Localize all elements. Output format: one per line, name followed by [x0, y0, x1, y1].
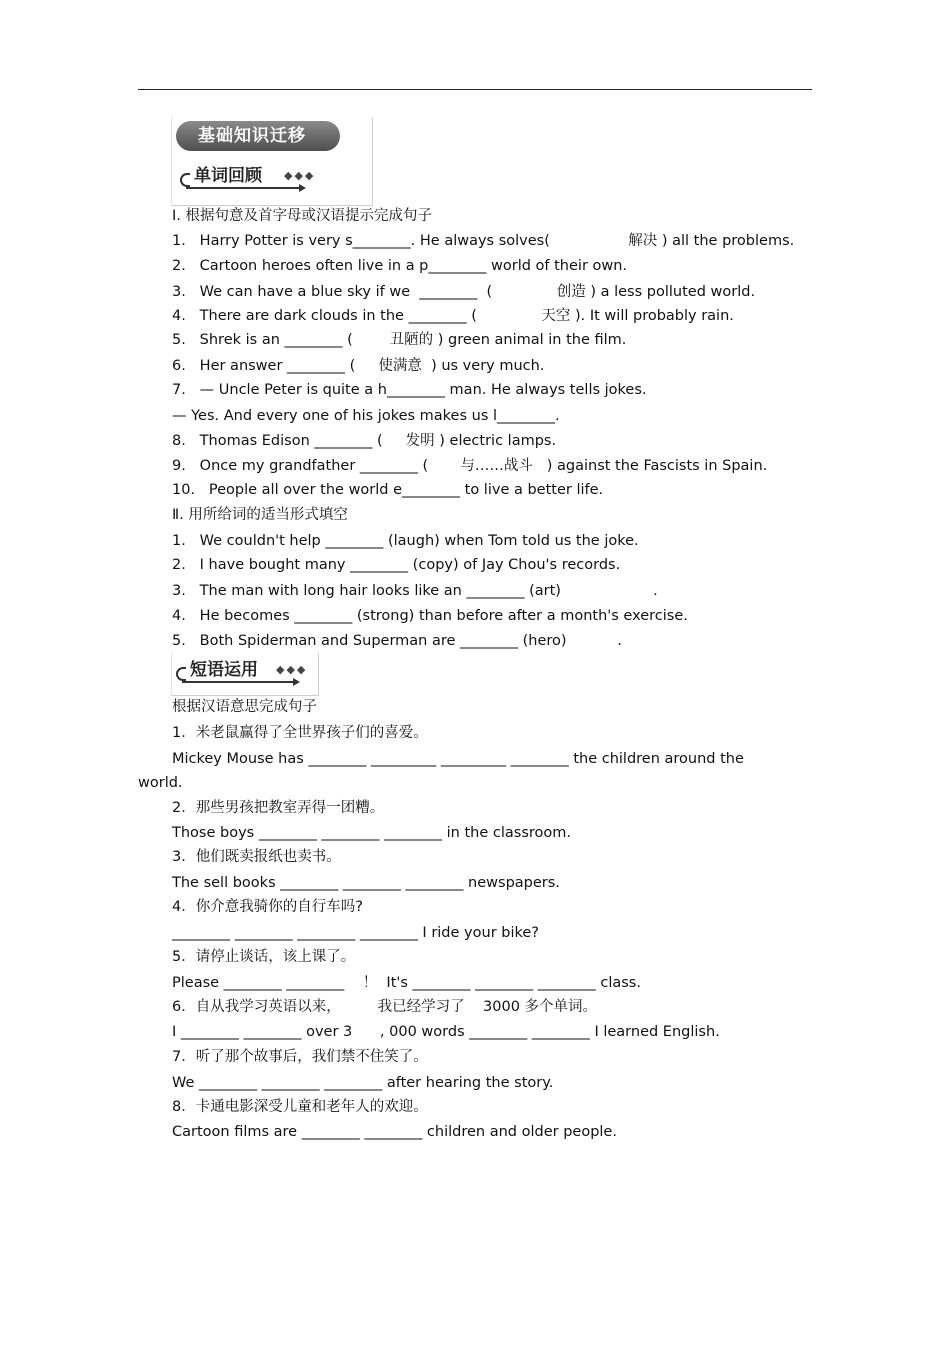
- question-line: 8. Thomas Edison ________ ( 发明 ) electric lamps.: [172, 433, 557, 449]
- chinese-prompt: 5．请停止谈话，该上课了。: [172, 949, 356, 965]
- diamonds-icon: ◆◆◆: [284, 169, 316, 182]
- section-header-box: [171, 117, 373, 206]
- chinese-prompt: 3．他们既卖报纸也卖书。: [172, 849, 341, 865]
- answer-line: world.: [138, 775, 183, 791]
- section2-instruction: Ⅱ. 用所给词的适当形式填空: [172, 507, 348, 523]
- question-line: 5. Shrek is an ________ ( 丑陋的 ) green animal in the film.: [172, 332, 627, 348]
- chinese-prompt: 8．卡通电影深受儿童和老年人的欢迎。: [172, 1099, 428, 1115]
- question-line: 4. There are dark clouds in the ________ ( 天空 ). It will probably rain.: [172, 308, 734, 324]
- words-review-heading: [180, 163, 330, 191]
- chinese-prompt: 4．你介意我骑你的自行车吗?: [172, 899, 363, 915]
- question-line: 7. — Uncle Peter is quite a h________ man. He always tells jokes.: [172, 382, 647, 398]
- arrow-icon: [182, 681, 294, 683]
- arrow-icon: [186, 187, 300, 189]
- question-line: 9. Once my grandfather ________ ( 与……战斗 ) against the Fascists in Spain.: [172, 458, 768, 474]
- answer-line: Cartoon films are ________ ________ children and older people.: [172, 1124, 617, 1140]
- question-line: 6. Her answer ________ ( 使满意 ) us very much.: [172, 358, 545, 374]
- answer-line: Mickey Mouse has ________ _________ _________ ________ the children around the: [172, 751, 744, 767]
- words-review-title: 单词回顾: [194, 166, 262, 186]
- question-line: 3. The man with long hair looks like an ________ (art) .: [172, 583, 658, 599]
- answer-line: Those boys ________ ________ ________ in the classroom.: [172, 825, 571, 841]
- section1-instruction: Ⅰ. 根据句意及首字母或汉语提示完成句子: [172, 208, 432, 224]
- answer-line: The sell books ________ ________ ________ newspapers.: [172, 875, 560, 891]
- answer-line: Please ________ ________ ！ It's ________ ________ ________ class.: [172, 975, 641, 991]
- phrases-title: 短语运用: [190, 660, 258, 680]
- question-line: 2. Cartoon heroes often live in a p________ world of their own.: [172, 258, 628, 274]
- answer-line: ________ ________ ________ ________ I ride your bike?: [172, 925, 539, 941]
- phrase-header-box: [171, 653, 319, 696]
- phrases-heading: [176, 657, 316, 685]
- question-line: 10. People all over the world e________ to live a better life.: [172, 482, 604, 498]
- answer-line: I ________ ________ over 3 , 000 words ________ ________ I learned English.: [172, 1024, 720, 1040]
- question-line: 5. Both Spiderman and Superman are ________ (hero) .: [172, 633, 622, 649]
- question-line: 3. We can have a blue sky if we ________ ( 创造 ) a less polluted world.: [172, 284, 756, 300]
- chinese-prompt: 6．自从我学习英语以来， 我已经学习了 3000 多个单词。: [172, 999, 598, 1015]
- answer-line: We ________ ________ ________ after hearing the story.: [172, 1075, 554, 1091]
- section3-instruction: 根据汉语意思完成句子: [172, 699, 317, 715]
- section-banner: 基础知识迁移: [176, 121, 340, 151]
- curl-icon: [180, 173, 190, 187]
- question-line: 1. Harry Potter is very s________. He always solves( 解决 ) all the problems.: [172, 233, 795, 249]
- question-line: 1. We couldn't help ________ (laugh) when Tom told us the joke.: [172, 533, 639, 549]
- chinese-prompt: 1．米老鼠赢得了全世界孩子们的喜爱。: [172, 725, 428, 741]
- diamonds-icon: ◆◆◆: [276, 663, 308, 676]
- question-line: — Yes. And every one of his jokes makes us l________.: [172, 408, 560, 424]
- question-line: 4. He becomes ________ (strong) than before after a month's exercise.: [172, 608, 688, 624]
- curl-icon: [176, 667, 186, 681]
- chinese-prompt: 2．那些男孩把教室弄得一团糟。: [172, 800, 385, 816]
- chinese-prompt: 7．听了那个故事后，我们禁不住笑了。: [172, 1049, 428, 1065]
- top-rule: [138, 89, 812, 90]
- question-line: 2. I have bought many ________ (copy) of Jay Chou's records.: [172, 557, 621, 573]
